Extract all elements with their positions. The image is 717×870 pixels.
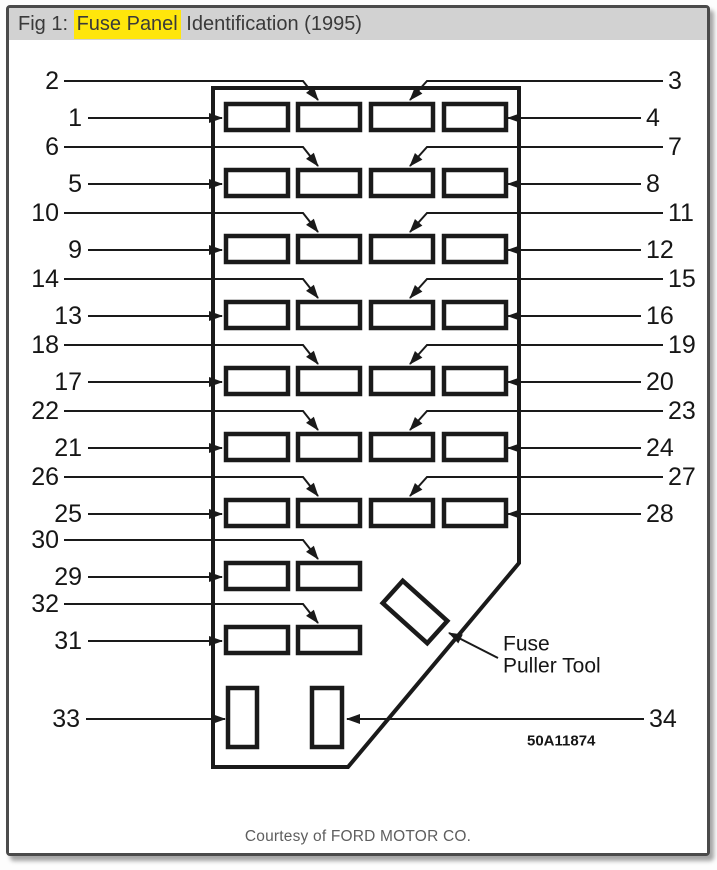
fuse-label-18: 18 xyxy=(31,331,59,359)
fuse-label-17: 17 xyxy=(54,368,82,396)
caption-highlight: Fuse Panel xyxy=(74,10,181,39)
fuse-slot-34 xyxy=(312,688,342,747)
callout-5 xyxy=(68,170,222,198)
callout-24 xyxy=(508,434,674,462)
fuse-label-33: 33 xyxy=(52,705,80,733)
fuse-label-8: 8 xyxy=(646,170,660,198)
fuse-slot-19 xyxy=(371,368,433,394)
fuse-slot-13 xyxy=(226,302,288,328)
fuse-slot-25 xyxy=(226,500,288,526)
fuse-slot-22 xyxy=(298,434,360,460)
callout-7 xyxy=(410,133,682,166)
callout-19 xyxy=(410,331,696,364)
fuse-label-7: 7 xyxy=(668,133,682,161)
fuse-slot-9 xyxy=(226,236,288,262)
figure-window xyxy=(6,5,710,856)
fuse-label-34: 34 xyxy=(649,705,677,733)
callout-26 xyxy=(31,463,318,496)
fuse-slot-1 xyxy=(226,104,288,130)
caption-prefix: Fig 1: xyxy=(18,12,74,35)
courtesy-line: Courtesy of FORD MOTOR CO. xyxy=(244,828,472,845)
callout-25 xyxy=(54,500,222,528)
fuse-slot-31 xyxy=(226,627,288,653)
fuse-label-15: 15 xyxy=(668,265,696,293)
callout-11 xyxy=(410,199,694,232)
callout-28 xyxy=(508,500,674,528)
fuse-slot-4 xyxy=(444,104,506,130)
fuse-label-12: 12 xyxy=(646,236,674,264)
callout-8 xyxy=(508,170,660,198)
callout-31 xyxy=(54,627,222,655)
figure-caption-bar xyxy=(9,8,707,40)
callout-29 xyxy=(54,563,222,591)
fuse-label-14: 14 xyxy=(31,265,59,293)
callout-3 xyxy=(410,67,682,100)
fuse-label-30: 30 xyxy=(31,526,59,554)
callout-4 xyxy=(508,104,660,132)
callout-22 xyxy=(31,397,318,430)
fuse-slot-24 xyxy=(444,434,506,460)
fuse-slot-16 xyxy=(444,302,506,328)
callout-27 xyxy=(410,463,696,496)
callout-9 xyxy=(68,236,222,264)
fuse-slot-6 xyxy=(298,170,360,196)
callout-21 xyxy=(54,434,222,462)
callout-6 xyxy=(45,133,318,166)
callout-18 xyxy=(31,331,318,364)
fuse-label-3: 3 xyxy=(668,67,682,95)
callout-14 xyxy=(31,265,318,298)
fuse-puller-tool-shape xyxy=(383,581,448,643)
fuse-label-22: 22 xyxy=(31,397,59,425)
fuse-puller-tool-arrow xyxy=(449,633,498,658)
fuse-label-28: 28 xyxy=(646,500,674,528)
fuse-slot-3 xyxy=(371,104,433,130)
fuse-label-10: 10 xyxy=(31,199,59,227)
callout-15 xyxy=(410,265,696,298)
callout-32 xyxy=(31,590,318,623)
fuse-label-31: 31 xyxy=(54,627,82,655)
fuse-puller-tool-label-line1: Fuse xyxy=(503,632,550,656)
fuse-slot-2 xyxy=(298,104,360,130)
fuse-slot-29 xyxy=(226,563,288,589)
fuse-label-2: 2 xyxy=(45,67,59,95)
fuse-puller-tool-label-line2: Puller Tool xyxy=(503,654,601,678)
fuse-label-32: 32 xyxy=(31,590,59,618)
callout-1 xyxy=(68,104,222,132)
fuse-slot-10 xyxy=(298,236,360,262)
fuse-label-21: 21 xyxy=(54,434,82,462)
figure-content xyxy=(9,40,707,853)
callout-13 xyxy=(54,302,222,330)
fuse-slot-32 xyxy=(298,627,360,653)
fuse-slot-27 xyxy=(371,500,433,526)
fuse-label-29: 29 xyxy=(54,563,82,591)
fuse-panel-diagram xyxy=(9,40,707,820)
fuse-slot-8 xyxy=(444,170,506,196)
fuse-label-16: 16 xyxy=(646,302,674,330)
fuse-slots xyxy=(226,104,506,747)
fuse-slot-33 xyxy=(228,688,257,747)
fuse-label-20: 20 xyxy=(646,368,674,396)
fuse-label-23: 23 xyxy=(668,397,696,425)
fuse-slot-15 xyxy=(371,302,433,328)
callout-33 xyxy=(52,705,225,733)
fuse-slot-30 xyxy=(298,563,360,589)
fuse-label-25: 25 xyxy=(54,500,82,528)
fuse-label-6: 6 xyxy=(45,133,59,161)
fuse-slot-14 xyxy=(298,302,360,328)
fuse-slot-21 xyxy=(226,434,288,460)
fuse-slot-17 xyxy=(226,368,288,394)
fuse-label-27: 27 xyxy=(668,463,696,491)
fuse-slot-12 xyxy=(444,236,506,262)
fuse-label-19: 19 xyxy=(668,331,696,359)
fuse-slot-28 xyxy=(444,500,506,526)
callout-20 xyxy=(508,368,674,396)
fuse-label-11: 11 xyxy=(668,199,694,227)
fuse-slot-20 xyxy=(444,368,506,394)
fuse-label-26: 26 xyxy=(31,463,59,491)
callout-30 xyxy=(31,526,318,559)
callout-2 xyxy=(45,67,318,100)
fuse-label-4: 4 xyxy=(646,104,660,132)
fuse-slot-5 xyxy=(226,170,288,196)
callout-23 xyxy=(410,397,696,430)
part-number: 50A11874 xyxy=(527,732,596,750)
fuse-slot-7 xyxy=(371,170,433,196)
fuse-slot-11 xyxy=(371,236,433,262)
fuse-slot-26 xyxy=(298,500,360,526)
fuse-slot-18 xyxy=(298,368,360,394)
caption-suffix: Identification (1995) xyxy=(180,12,362,35)
callout-16 xyxy=(508,302,674,330)
fuse-label-1: 1 xyxy=(68,104,82,132)
fuse-slot-23 xyxy=(371,434,433,460)
callout-10 xyxy=(31,199,318,232)
fuse-label-13: 13 xyxy=(54,302,82,330)
fuse-label-5: 5 xyxy=(68,170,82,198)
callout-17 xyxy=(54,368,222,396)
fuse-label-24: 24 xyxy=(646,434,674,462)
fuse-label-9: 9 xyxy=(68,236,82,264)
callout-12 xyxy=(508,236,674,264)
